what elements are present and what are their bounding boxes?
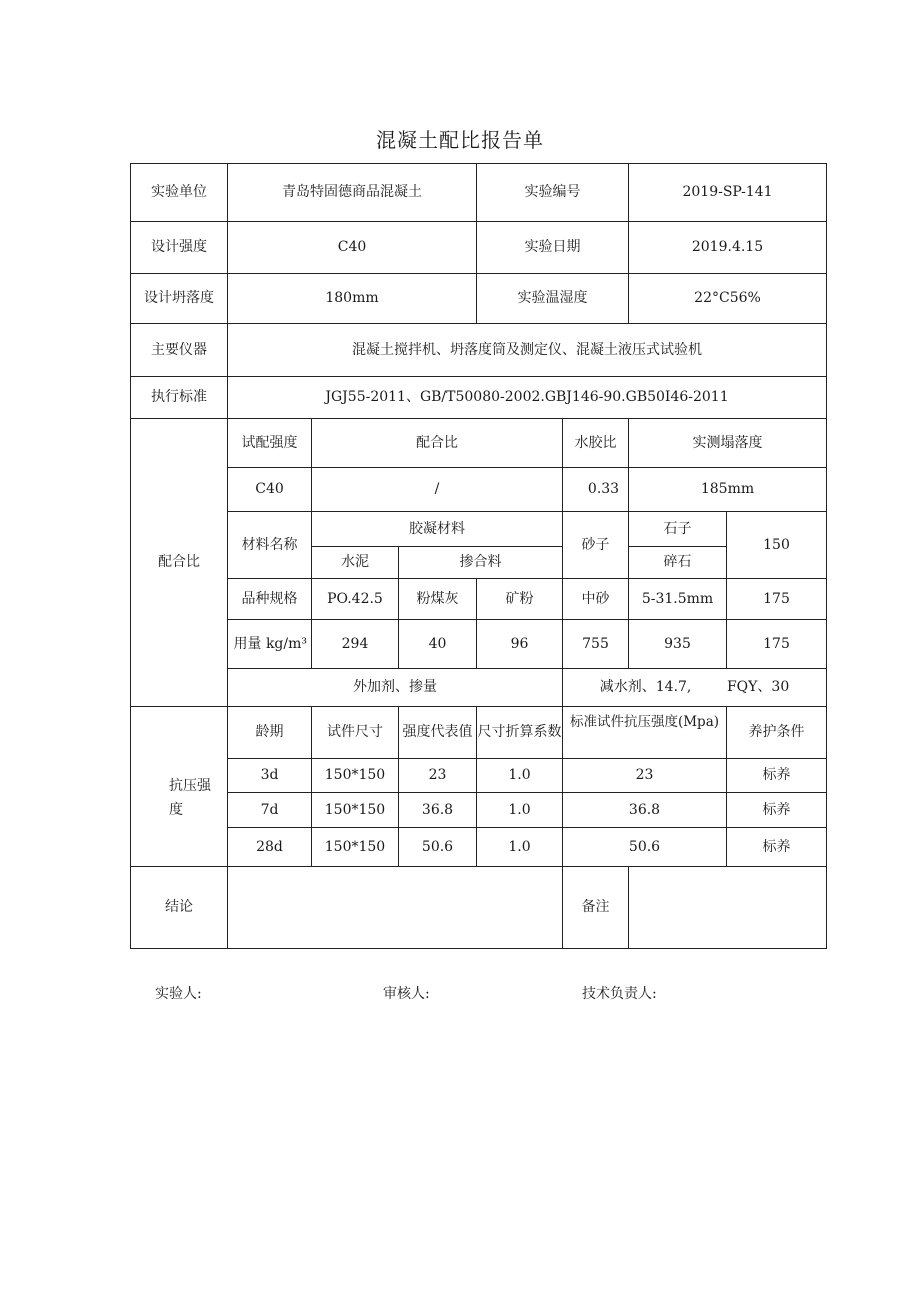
crushed-stone-label: 碎石 (629, 547, 727, 579)
additive-row (131, 669, 827, 707)
tech-lead-label: 技术负责人: (582, 986, 657, 1002)
dosage-water: 175 (727, 620, 827, 669)
wb-value: 0.33 (563, 468, 629, 512)
id-value: 2019-SP-141 (629, 164, 827, 222)
tester-label: 实验人: (155, 986, 202, 1002)
grade-value: C40 (228, 222, 477, 274)
spec-slag: 矿粉 (477, 579, 563, 620)
measured-slump-value: 185mm (629, 468, 827, 512)
cure-header: 养护条件 (727, 707, 827, 759)
size-header: 试件尺寸 (312, 707, 399, 759)
id-label: 实验编号 (477, 164, 629, 222)
dosage-flyash: 40 (399, 620, 477, 669)
dosage-label: 用量 kg/m³ (228, 620, 312, 669)
strength-row (131, 793, 827, 828)
strength-row (131, 759, 827, 793)
factor-header: 尺寸折算系数 (477, 707, 563, 759)
env-label: 实验温湿度 (477, 274, 629, 324)
conclusion-label: 结论 (131, 867, 228, 949)
ratio-value: / (312, 468, 563, 512)
conclusion-value[interactable] (228, 867, 563, 949)
spec-sand: 中砂 (563, 579, 629, 620)
mix-value-row (131, 468, 827, 512)
standard-label: 执行标准 (131, 377, 228, 419)
spec-cement: PO.42.5 (312, 579, 399, 620)
env-value: 22°C56% (629, 274, 827, 324)
rep-cell: 50.6 (399, 828, 477, 867)
factor-cell: 1.0 (477, 759, 563, 793)
cure-cell: 标养 (727, 759, 827, 793)
factor-cell: 1.0 (477, 793, 563, 828)
ratio-label: 配合比 (312, 419, 563, 468)
dosage-sand: 755 (563, 620, 629, 669)
standard-value: JGJ55-2011、GB/T50080-2002.GBJ146-90.GB50I46-2011 (228, 377, 827, 419)
size-cell: 150*150 (312, 793, 399, 828)
info-row-unit (131, 164, 827, 222)
report-table (130, 163, 827, 949)
instrument-label: 主要仪器 (131, 324, 228, 377)
factor-cell: 1.0 (477, 828, 563, 867)
remark-value[interactable] (629, 867, 827, 949)
mix-header-row (131, 419, 827, 468)
rep-header: 强度代表值 (399, 707, 477, 759)
spec-row (131, 579, 827, 620)
measured-slump-label: 实测塌落度 (629, 419, 827, 468)
info-row-instrument (131, 324, 827, 377)
age-header: 龄期 (228, 707, 312, 759)
size-cell: 150*150 (312, 828, 399, 867)
wb-label: 水胶比 (563, 419, 629, 468)
trial-grade-label: 试配强度 (228, 419, 312, 468)
slump-label: 设计坍落度 (131, 274, 228, 324)
std-cell: 23 (563, 759, 727, 793)
rep-cell: 23 (399, 759, 477, 793)
remark-label: 备注 (563, 867, 629, 949)
strength-header-row (131, 707, 827, 759)
slump-value: 180mm (228, 274, 477, 324)
unit-value: 青岛特固德商品混凝土 (228, 164, 477, 222)
cure-cell: 标养 (727, 793, 827, 828)
conclusion-row (131, 867, 827, 949)
cement-label: 水泥 (312, 547, 399, 579)
instrument-value: 混凝土搅拌机、坍落度筒及测定仪、混凝土液压式试验机 (228, 324, 827, 377)
strength-section-label (131, 707, 228, 867)
spec-stone: 5-31.5mm (629, 579, 727, 620)
dosage-row (131, 620, 827, 669)
admixture-label: 掺合料 (399, 547, 563, 579)
rep-cell: 36.8 (399, 793, 477, 828)
additive-label: 外加剂、掺量 (228, 669, 563, 707)
unit-label: 实验单位 (131, 164, 228, 222)
spec-flyash: 粉煤灰 (399, 579, 477, 620)
trial-grade-value: C40 (228, 468, 312, 512)
date-label: 实验日期 (477, 222, 629, 274)
std-cell: 36.8 (563, 793, 727, 828)
cure-cell: 标养 (727, 828, 827, 867)
reviewer-label: 审核人: (383, 986, 430, 1002)
dosage-slag: 96 (477, 620, 563, 669)
dosage-stone: 935 (629, 620, 727, 669)
material-name-label: 材料名称 (228, 512, 312, 579)
spec-water: 175 (727, 579, 827, 620)
std-cell: 50.6 (563, 828, 727, 867)
page-title: 混凝土配比报告单 (376, 128, 544, 152)
strength-section-text: 抗压强度 (169, 777, 211, 818)
info-row-slump (131, 274, 827, 324)
spec-label: 品种规格 (228, 579, 312, 620)
date-value: 2019.4.15 (629, 222, 827, 274)
age-cell: 7d (228, 793, 312, 828)
size-cell: 150*150 (312, 759, 399, 793)
sand-label: 砂子 (563, 512, 629, 579)
age-cell: 3d (228, 759, 312, 793)
water-col-value: 150 (727, 512, 827, 579)
info-row-grade (131, 222, 827, 274)
age-cell: 28d (228, 828, 312, 867)
binder-label: 胶凝材料 (312, 512, 563, 547)
info-row-standard (131, 377, 827, 419)
dosage-cement: 294 (312, 620, 399, 669)
grade-label: 设计强度 (131, 222, 228, 274)
stone-label: 石子 (629, 512, 727, 547)
additive-value: 减水剂、14.7, FQY、30 (563, 669, 827, 707)
std-header: 标准试件抗压强度(Mpa) (563, 707, 727, 759)
strength-row (131, 828, 827, 867)
material-row-1 (131, 512, 827, 547)
mix-section-label: 配合比 (131, 419, 228, 707)
